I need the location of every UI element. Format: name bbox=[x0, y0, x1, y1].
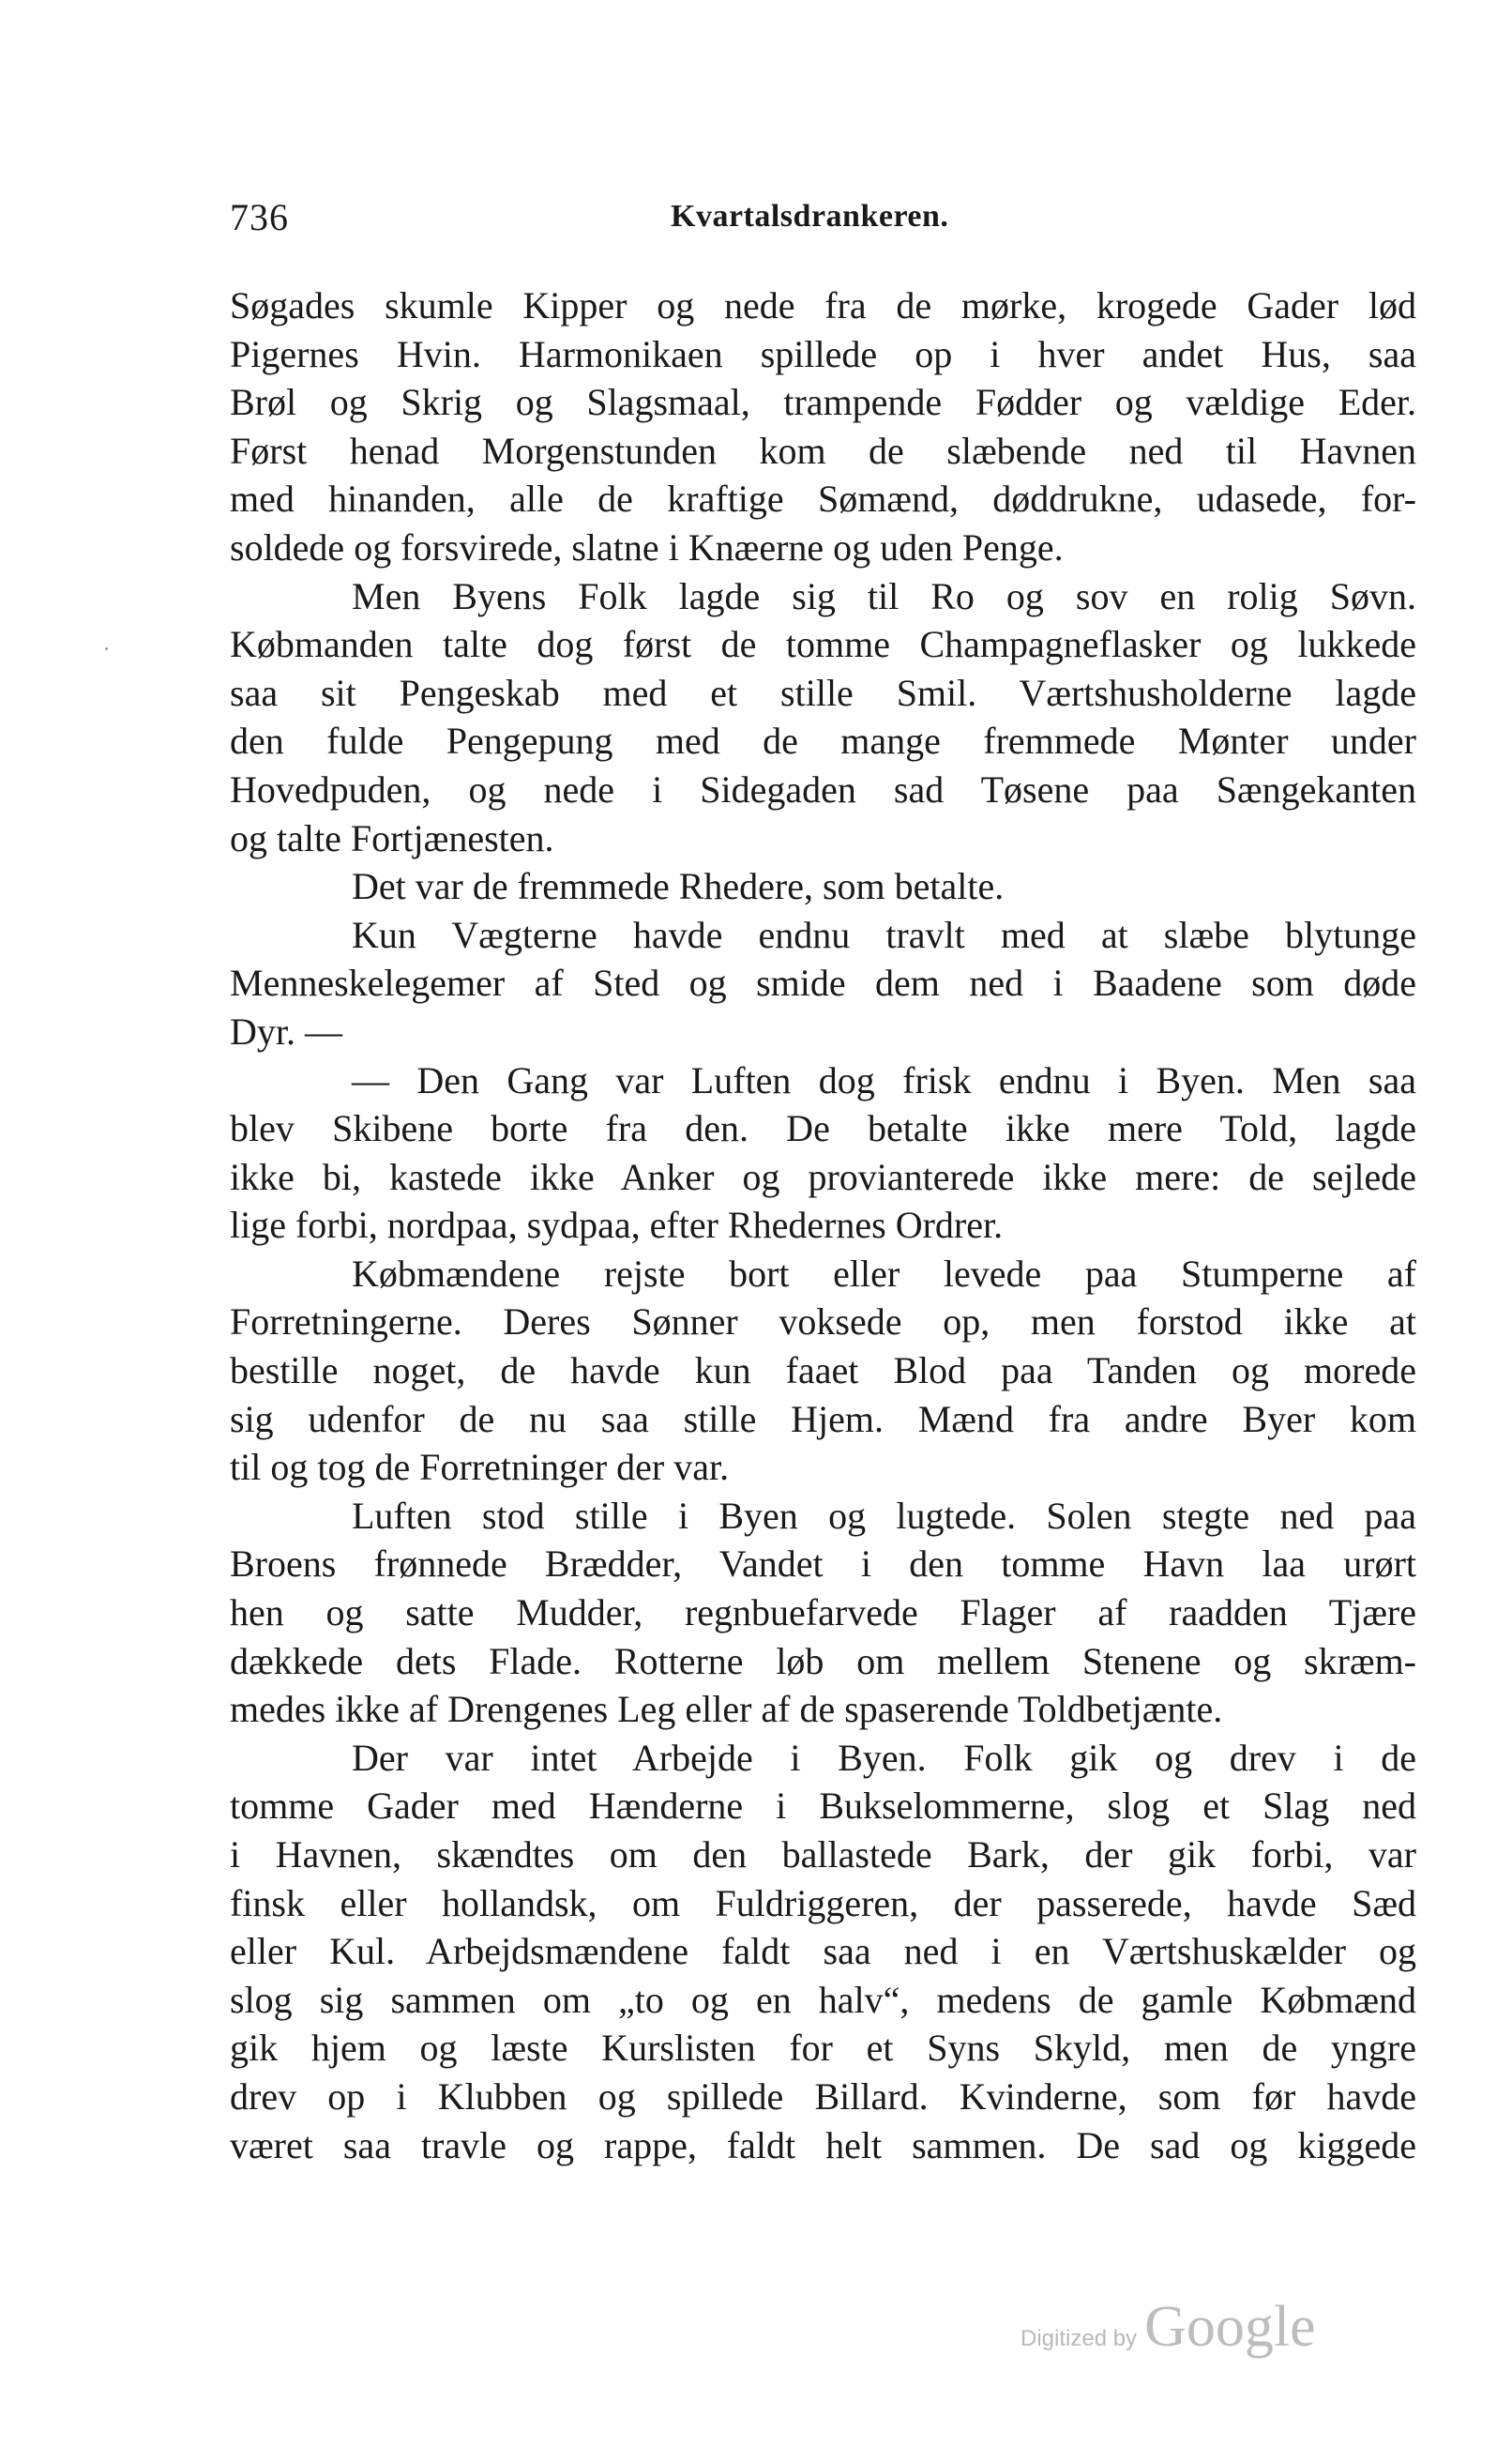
text-line: med hinanden, alle de kraftige Sømænd, døddrukne, udasede, for- bbox=[230, 478, 1416, 521]
text-line: — Den Gang var Luften dog frisk endnu i Byen. Men saa bbox=[352, 1058, 1416, 1101]
google-watermark bbox=[1021, 2294, 1316, 2361]
text-line: Luften stod stille i Byen og lugtede. Solen stegte ned paa bbox=[352, 1494, 1416, 1537]
text-line: sig udenfor de nu saa stille Hjem. Mænd fra andre Byer kom bbox=[230, 1397, 1416, 1440]
text-line: til og tog de Forretninger der var. bbox=[230, 1446, 730, 1489]
stray-mark bbox=[105, 647, 108, 650]
text-line: Købmændene rejste bort eller levede paa Stumperne af bbox=[352, 1252, 1416, 1295]
text-line: Broens frønnede Brædder, Vandet i den tomme Havn laa urørt bbox=[230, 1542, 1416, 1586]
text-line: drev op i Klubben og spillede Billard. Kvinderne, som før havde bbox=[230, 2074, 1416, 2118]
text-line: Brøl og Skrig og Slagsmaal, trampende Fødder og vældige Eder. bbox=[230, 381, 1416, 424]
text-line: og talte Fortjænesten. bbox=[230, 816, 554, 859]
page-header bbox=[230, 195, 1416, 251]
running-title: Kvartalsdrankeren. bbox=[671, 199, 949, 234]
text-line: Der var intet Arbejde i Byen. Folk gik og drev i de bbox=[352, 1736, 1416, 1779]
text-line: dækkede dets Flade. Rotterne løb om mellem Stenene og skræm- bbox=[230, 1639, 1416, 1682]
text-line: Først henad Morgenstunden kom de slæbende ned til Havnen bbox=[230, 429, 1416, 472]
google-logo: Google bbox=[1144, 2295, 1316, 2359]
text-line: finsk eller hollandsk, om Fuldriggeren, der passerede, havde Sæd bbox=[230, 1881, 1416, 1924]
text-line: Menneskelegemer af Sted og smide dem ned i Baadene som døde bbox=[230, 962, 1416, 1005]
text-line: soldede og forsvirede, slatne i Knæerne og uden Penge. bbox=[230, 525, 1064, 569]
text-line: Men Byens Folk lagde sig til Ro og sov en rolig Søvn. bbox=[352, 574, 1416, 617]
body-text bbox=[230, 281, 1416, 2169]
text-line: tomme Gader med Hænderne i Bukselommerne, slog et Slag ned bbox=[230, 1785, 1416, 1828]
text-line: lige forbi, nordpaa, sydpaa, efter Rhedernes Ordrer. bbox=[230, 1204, 1004, 1247]
watermark-digitized-label: Digitized by bbox=[1021, 2326, 1138, 2351]
text-line: Pigernes Hvin. Harmonikaen spillede op i hver andet Hus, saa bbox=[230, 332, 1416, 375]
text-line: gik hjem og læste Kurslisten for et Syns Skyld, men de yngre bbox=[230, 2027, 1416, 2070]
text-line: Forretningerne. Deres Sønner voksede op, men forstod ikke at bbox=[230, 1300, 1416, 1344]
text-line: Købmanden talte dog først de tomme Champagneflasker og lukkede bbox=[230, 623, 1416, 666]
text-line: Det var de fremmede Rhedere, som betalte. bbox=[352, 865, 1005, 908]
text-line: Søgades skumle Kipper og nede fra de mørke, krogede Gader lød bbox=[230, 284, 1416, 327]
text-line: været saa travle og rappe, faldt helt sammen. De sad og kiggede bbox=[230, 2123, 1416, 2166]
text-line: den fulde Pengepung med de mange fremmede Mønter under bbox=[230, 720, 1416, 763]
text-line: slog sig sammen om „to og en halv“, medens de gamle Købmænd bbox=[230, 1978, 1416, 2021]
text-line: Hovedpuden, og nede i Sidegaden sad Tøsene paa Sængekanten bbox=[230, 767, 1416, 811]
text-line: Kun Vægterne havde endnu travlt med at slæbe blytunge bbox=[352, 913, 1416, 956]
text-line: hen og satte Mudder, regnbuefarvede Flager af raadden Tjære bbox=[230, 1591, 1416, 1634]
text-line: saa sit Pengeskab med et stille Smil. Værtshusholderne lagde bbox=[230, 671, 1416, 714]
text-line: Dyr. — bbox=[230, 1010, 342, 1053]
text-line: ikke bi, kastede ikke Anker og provianterede ikke mere: de sejlede bbox=[230, 1155, 1416, 1198]
page-number: 736 bbox=[230, 196, 289, 238]
text-line: i Havnen, skændtes om den ballastede Bark, der gik forbi, var bbox=[230, 1833, 1416, 1876]
text-line: medes ikke af Drengenes Leg eller af de spaserende Toldbetjænte. bbox=[230, 1688, 1223, 1731]
text-line: eller Kul. Arbejdsmændene faldt saa ned i en Værtshuskælder og bbox=[230, 1930, 1416, 1973]
text-line: blev Skibene borte fra den. De betalte ikke mere Told, lagde bbox=[230, 1107, 1416, 1150]
text-line: bestille noget, de havde kun faaet Blod paa Tanden og morede bbox=[230, 1349, 1416, 1392]
